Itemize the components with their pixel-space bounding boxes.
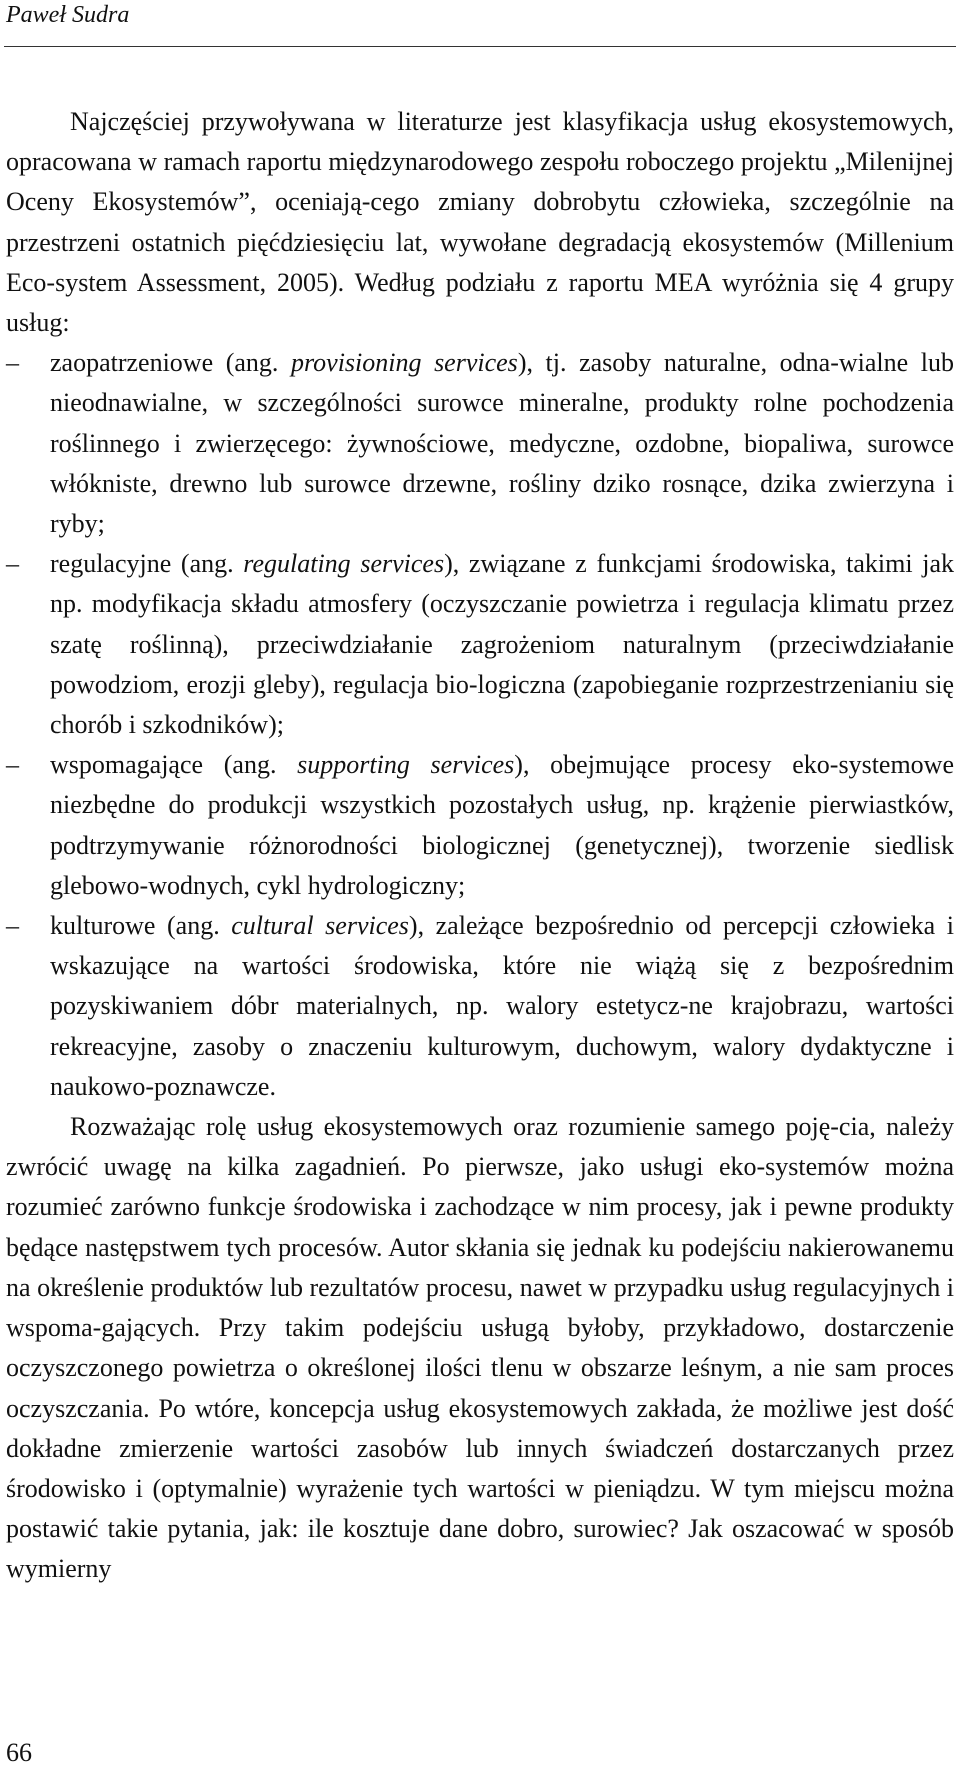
list-dash: – [6,549,19,579]
services-list [6,343,954,1107]
second-paragraph: Rozważając rolę usług ekosystemowych oraz rozumienie samego poję-cia, należy zwrócić uwagę na kilka zagadnień. Po pierwsze, jako usługi eko-systemów można rozumieć zarówno funkcje środowiska i zachodzące w nim procesy, jak i pewne produkty będące następstwem tych procesów. Autor skłania się jednak ku podejściu nakierowanemu na określenie produktów lub rezultatów procesu, nawet w przypadku usług regulacyjnych i wspoma-gających. Przy takim podejściu usługą byłoby, przykładowo, dostarczenie oczyszczonego powietrza o określonej ilości tlenu w obszarze leśnym, a nie sam proces oczyszczania. Po wtóre, koncepcja usług ekosystemowych zakłada, że możliwe jest dość dokładne zmierzenie wartości zasobów lub innych świadczeń dostarczanych przez środowisko i (optymalnie) wyrażenie tych wartości w pieniądzu. W tym miejscu można postawić takie pytania, jak: ile kosztuje dane dobro, surowiec? Jak oszacować w sposób wymierny [6,1112,954,1584]
list-item-supporting [6,745,954,906]
list-item-term: regulating services [243,549,445,579]
intro-paragraph: Najczęściej przywoływana w literaturze jest klasyfikacja usług ekosystemowych, opracowana w ramach raportu międzynarodowego zespołu roboczego projektu „Milenijnej Oceny Ekosystemów”, oceniają-cego zmiany dobrobytu człowieka, szczególnie na przestrzeni ostatnich pięćdziesięciu lat, wywołane degradacją ekosystemów (Millenium Eco-system Assessment, 2005). Według podziału z raportu MEA wyróżnia się 4 grupy usług: [6,107,954,338]
list-item-description: ), związane z funkcjami środowiska, takimi jak np. modyfikacja składu atmosfery (oczyszczanie powietrza i regulacja klimatu przez szatę roślinną), przeciwdziałanie zagrożeniom naturalnym (przeciwdziałanie powodziom, erozji gleby), regulacja bio-logiczna (zapobieganie rozprzestrzenianiu się chorób i szkodników); [50,549,954,740]
page-number: 66 [6,1738,32,1767]
list-item-provisioning [6,343,954,544]
list-item-description: ), zależące bezpośrednio od percepcji człowieka i wskazujące na wartości środowiska, które nie wiążą się z bezpośrednim pozyskiwaniem dóbr materialnych, np. walory estetycz-ne krajobrazu, wartości rekreacyjne, zasoby o znaczeniu kulturowym, duchowym, walory dydaktyczne i naukowo-poznawcze. [50,911,954,1101]
list-item-text: wspomagające (ang. [50,750,298,780]
list-item-term: cultural services [231,911,409,941]
list-item-term: supporting services [297,750,515,780]
list-dash: – [6,348,19,378]
running-head-author: Paweł Sudra [6,2,130,28]
list-item-text: regulacyjne (ang. [50,549,244,579]
list-item-description: ), tj. zasoby naturalne, odna-wialne lub nieodnawialne, w szczególności surowce mineralne, produkty rolne pochodzenia roślinnego i zwierzęcego: żywnościowe, medyczne, ozdobne, biopaliwa, surowce włókniste, drewno lub surowce drzewne, rośliny dziko rosnące, dzika zwierzyna i ryby; [50,348,954,539]
list-dash: – [6,750,19,780]
header-rule [4,46,956,47]
page-body [6,102,954,1590]
list-item-description: ), obejmujące procesy eko-systemowe niezbędne do produkcji wszystkich pozostałych usług, np. krążenie pierwiastków, podtrzymywanie różnorodności biologicznej (genetycznej), tworzenie siedlisk glebowo-wodnych, cykl hydrologiczny; [50,750,954,900]
list-item-regulating [6,544,954,745]
list-item-text: kulturowe (ang. [50,911,232,941]
list-item-term: provisioning services [291,348,518,378]
list-item-cultural [6,906,954,1107]
list-item-text: zaopatrzeniowe (ang. [50,348,291,378]
list-dash: – [6,911,19,941]
